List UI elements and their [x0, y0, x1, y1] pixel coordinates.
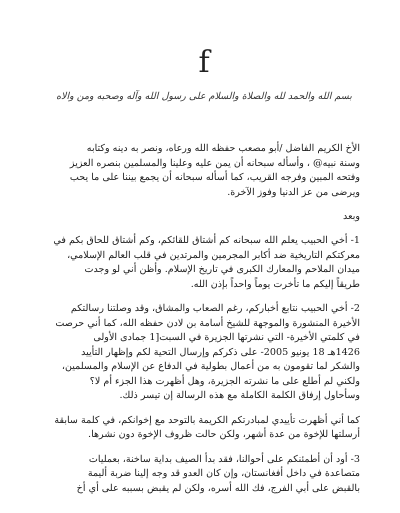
header-letter: f [198, 45, 210, 80]
paragraph-line: وسنة نبيه@ ، وأسأله سبحانه أن يمن عليه وعلينا والمسلمين بنصره العزيز [69, 157, 360, 169]
paragraph-line: متصاعدة في داخل أفغانستان، وإن كان العدو قد وجه إلينا ضربة أليمة [87, 468, 360, 479]
bismillah-heading: بسم الله والحمد لله والصلاة والسلام على رسول الله وآله وصحبه ومن والاه [56, 91, 352, 102]
paragraph-line: بالقبض على أبي الفرج، فك الله أسره، ولكن لم يقبض بسببه على أي أخ [76, 482, 360, 494]
point-3-paragraph [48, 453, 360, 497]
paragraph-line: 1426هـ 18 يونيو 2005- على ذكركم وإرسال التحية لكم وإظهار التأييد [81, 346, 360, 358]
paragraph-line: ميدان الملاحم والمعارك الكبرى في تاريخ الإسلام. وأظن أني لو وجدت [84, 264, 360, 275]
paragraph-line: وفتحه المبين وفرجه القريب، كما أسأله سبحانه أن يجمع بيننا على ما يحب [69, 172, 360, 183]
paragraph-line: الأخ الكريم الفاضل /أبو مصعب حفظه الله ورعاه، ونصر به دينه وكتابه [86, 143, 360, 154]
support-paragraph [48, 414, 360, 443]
point-1-paragraph [48, 234, 360, 292]
paragraph-line: 1- أخي الحبيب يعلم الله سبحانه كم أشتاق للقائكم، وكم أشتاق للحاق بكم في [53, 235, 360, 246]
paragraph-line: ولكني لم أطلع على ما نشرته الجزيرة، وهل أظهرت هذا الجزء أم لا؟ [89, 375, 360, 387]
paragraph-line: ويرضى من عز الدنيا وفوز الآخرة. [227, 186, 360, 198]
transition-word [48, 210, 360, 224]
opening-paragraph [48, 142, 360, 200]
paragraph-line: الأخيرة المنشورة والموجهة للشيخ أسامة بن لادن حفظه الله، كما أني حرصت [55, 317, 360, 329]
paragraph-line: طريقاً إليكم ما تأخرت يوماً واحداً بإذن الله. [190, 278, 360, 290]
paragraph-line: معركتكم التاريخية ضد أكابر المجرمين والمرتدين في قلب العالم الإسلامي، [67, 249, 360, 261]
paragraph-line: أرسلتها للإخوة من عدة أشهر، ولكن حالت ظروف الإخوة دون نشرها. [88, 429, 360, 440]
paragraph-line: وبعد [343, 211, 360, 222]
paragraph-line: وسأحاول إرفاق الكلمة الكاملة مع هذه الرسالة إن تيسر ذلك. [119, 390, 360, 401]
paragraph-line: في كلمتي الأخيرة- التي نشرتها الجزيرة في السبت[1 جمادى الأولى [93, 332, 360, 343]
paragraph-line: والشكر لما تقومون به من أعمال بطولية في الدفاع عن الإسلام والمسلمين، [61, 361, 360, 372]
paragraph-line: 3- أود أن أطمئنكم على أحوالنا، فقد بدأ الصيف بداية ساخنة، بعمليات [88, 453, 360, 465]
paragraph-line: 2- أخي الحبيب نتابع أخباركم، رغم الصعاب والمشاق، وقد وصلتنا رسالتكم [70, 303, 360, 314]
paragraph-line: كما أني أظهرت تأييدي لمبادرتكم الكريمة بالتوحد مع إخوانكم، في كلمة سابقة [54, 414, 360, 426]
point-2-paragraph [48, 302, 360, 404]
